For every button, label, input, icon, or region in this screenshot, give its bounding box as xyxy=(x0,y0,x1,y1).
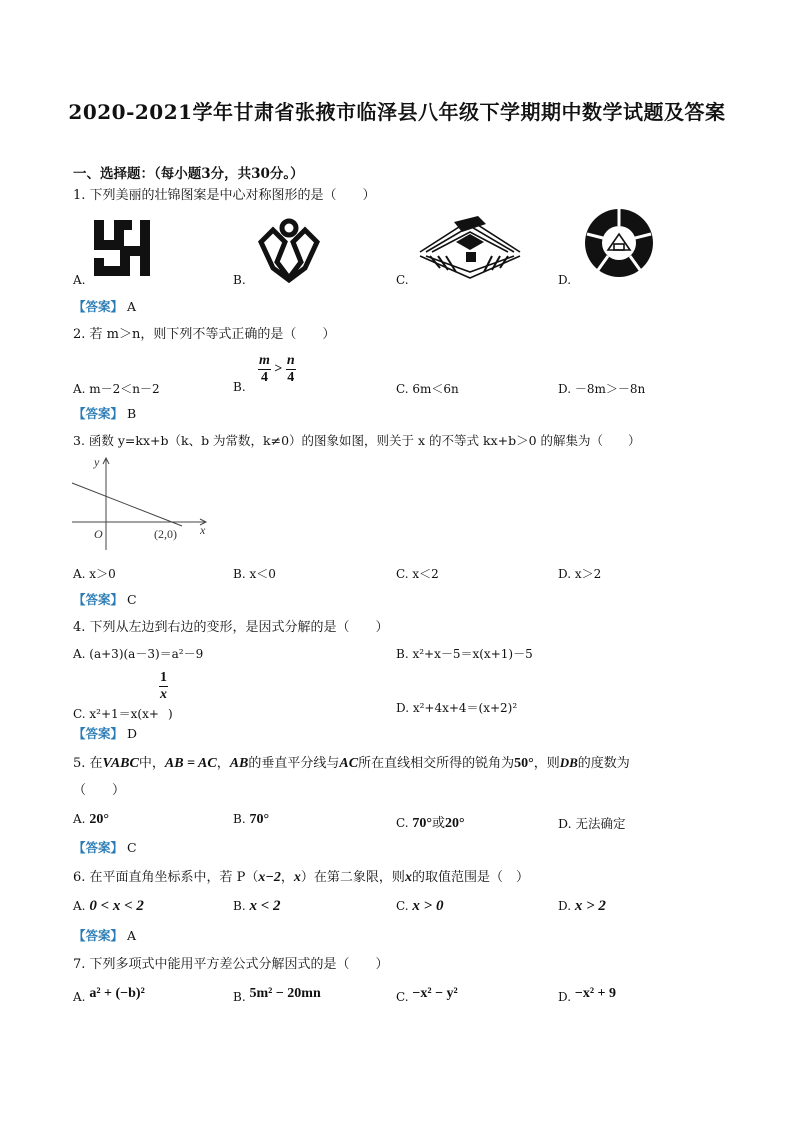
question-2-stem: 2. 若 m＞n，则下列不等式正确的是（ ） xyxy=(73,327,336,342)
q2-option-b-formula xyxy=(258,354,296,385)
q6-option-b: B. x < 2 xyxy=(233,898,281,914)
q7-option-b: B. 5m² − 20mn xyxy=(233,986,321,1004)
question-3-stem: 3. 函数 y=kx+b（k、b 为常数，k≠0）的图象如图，则关于 x 的不等式 kx+b＞0 的解集为（ ） xyxy=(73,433,641,448)
q5-answer: 【答案】 C xyxy=(73,840,137,855)
q2-option-a: A. m－2＜n－2 xyxy=(73,382,160,396)
q4-option-d: D. x²+4x+4＝(x+2)² xyxy=(396,701,518,715)
q1-answer xyxy=(73,297,136,315)
q1-option-d-label: D. xyxy=(558,273,572,287)
q1-answer-value: A xyxy=(127,299,137,314)
question-6-stem: 6. 在平面直角坐标系中，若 P（x−2，x）在第二象限，则x的取值范围是（ ） xyxy=(73,870,529,885)
q4-fraction: $\frac{1}{x}$ xyxy=(159,670,167,702)
q6-option-c: C. x > 0 xyxy=(396,898,444,914)
q6-option-d: D. x > 2 xyxy=(558,898,606,914)
question-1-stem: 1. 下列美丽的壮锦图案是中心对称图形的是（ ） xyxy=(73,188,376,203)
q2-option-c: C. 6m＜6n xyxy=(396,382,459,396)
q6-answer: 【答案】 A xyxy=(73,928,137,943)
q4-option-c: C. x²+1＝x(x+ $\frac{1}{x}$ ) xyxy=(73,670,173,721)
q3-option-b: B. x＜0 xyxy=(233,567,276,581)
q1-option-c-pattern xyxy=(416,212,524,282)
section-header: 一、选择题：（每小题3分，共30分。） xyxy=(73,166,304,182)
q3-answer: 【答案】 C xyxy=(73,592,137,607)
q2-answer: 【答案】 B xyxy=(73,406,137,421)
question-5-bracket: （ ） xyxy=(73,783,126,798)
q4-option-a: A. (a+3)(a－3)＝a²－9 xyxy=(73,647,204,661)
q1-option-a-label: A. xyxy=(73,273,86,287)
q6-option-a: A. 0 < x < 2 xyxy=(73,898,144,914)
q4-answer: 【答案】 D xyxy=(73,726,138,741)
q3-option-a: A. x＞0 xyxy=(73,567,116,581)
q7-option-d: D. −x² + 9 xyxy=(558,986,616,1004)
q3-option-c: C. x＜2 xyxy=(396,567,439,581)
q7-option-a: A. a² + (−b)² xyxy=(73,986,145,1004)
q1-option-a-pattern xyxy=(92,218,152,278)
q5-option-b: B. 70° xyxy=(233,812,270,827)
q2-gt-sign: > xyxy=(274,361,283,377)
q5-option-a: A. 20° xyxy=(73,812,109,827)
question-5-stem: 5. 在VABC中，AB = AC，AB的垂直平分线与AC所在直线相交所得的锐角为50°，则DB的度数为 xyxy=(73,755,630,771)
q1-option-b-label: B. xyxy=(233,273,246,287)
q5-option-d: D. 无法确定 xyxy=(558,816,626,831)
q2-option-d: D. －8m＞－8n xyxy=(558,382,646,396)
q2-option-b-label: B. xyxy=(233,380,246,394)
answer-tag: 【答案】 xyxy=(73,299,124,314)
q5-option-c: C. 70°或20° xyxy=(396,816,465,831)
q3-function-graph xyxy=(70,452,215,552)
q2-fraction-n: $\frac{n}{4}$ xyxy=(286,353,295,385)
q7-option-c: C. −x² − y² xyxy=(396,986,458,1004)
q3-origin-label: O xyxy=(94,527,103,541)
q3-y-axis-label: y xyxy=(94,455,100,469)
q1-option-c-label: C. xyxy=(396,273,409,287)
q4-option-b: B. x²+x－5＝x(x+1)－5 xyxy=(396,647,533,661)
q2-fraction-m: $\frac{m}{4}$ xyxy=(259,353,270,385)
q1-option-b-pattern xyxy=(253,212,325,284)
q3-option-d: D. x＞2 xyxy=(558,567,602,581)
q3-x-axis-label: x xyxy=(200,523,206,537)
q1-option-d-pattern xyxy=(584,208,654,278)
question-7-stem: 7. 下列多项式中能用平方差公式分解因式的是（ ） xyxy=(73,957,389,972)
q3-point-label: (2,0) xyxy=(154,527,177,541)
document-title: 2020-2021学年甘肃省张掖市临泽县八年级下学期期中数学试题及答案 xyxy=(68,100,726,124)
question-4-stem: 4. 下列从左边到右边的变形，是因式分解的是（ ） xyxy=(73,620,389,635)
